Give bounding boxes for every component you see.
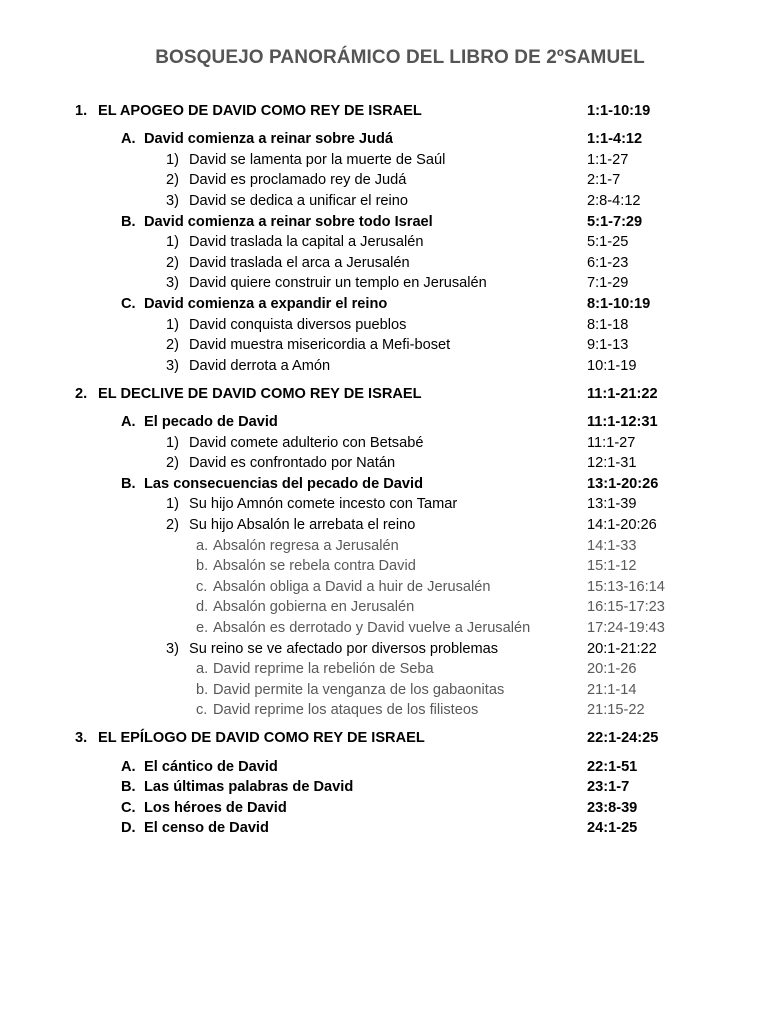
- outline-item: [0, 577, 768, 597]
- outline-marker: 1.: [75, 103, 88, 119]
- scripture-reference: 6:1-23: [587, 254, 629, 271]
- subsection-item: [0, 294, 768, 314]
- scripture-reference: 14:1-20:26: [587, 516, 657, 533]
- outline-text: David se lamenta por la muerte de Saúl: [189, 151, 446, 168]
- subsection-item: [0, 798, 768, 818]
- outline-text: David comienza a reinar sobre Judá: [144, 131, 393, 148]
- scripture-reference: 23:1-7: [587, 779, 630, 796]
- outline-item: [0, 680, 768, 700]
- outline-text: David es proclamado rey de Judá: [189, 172, 407, 189]
- scripture-reference: 13:1-39: [587, 496, 637, 513]
- outline-marker: 2): [166, 455, 179, 472]
- outline-marker: 1): [166, 496, 179, 513]
- subsection-item: [0, 212, 768, 232]
- scripture-reference: 8:1-18: [587, 316, 629, 333]
- outline-text: David quiere construir un templo en Jerusalén: [189, 275, 487, 292]
- outline-text: David comienza a expandir el reino: [144, 295, 388, 312]
- outline-marker: c.: [196, 702, 208, 719]
- outline-marker: 1): [166, 316, 179, 333]
- outline-text: David reprime la rebelión de Seba: [213, 661, 434, 678]
- outline-text: EL DECLIVE DE DAVID COMO REY DE ISRAEL: [98, 385, 422, 402]
- outline-text: David comienza a reinar sobre todo Israel: [144, 213, 433, 230]
- outline-item: [0, 170, 768, 190]
- outline-item: [0, 597, 768, 617]
- outline-item: [0, 315, 768, 335]
- scripture-reference: 2:1-7: [587, 172, 621, 189]
- scripture-reference: 7:1-29: [587, 275, 629, 292]
- subsection-item: [0, 474, 768, 494]
- outline-item: [0, 232, 768, 252]
- subsection-item: [0, 757, 768, 777]
- outline-marker: 2): [166, 337, 179, 354]
- outline-marker: a.: [196, 661, 209, 678]
- outline-marker: B.: [121, 213, 136, 230]
- outline-text: David derrota a Amón: [189, 357, 331, 374]
- outline-marker: c.: [196, 578, 208, 595]
- scripture-reference: 15:1-12: [587, 558, 637, 575]
- outline-text: David muestra misericordia a Mefi-boset: [189, 337, 451, 354]
- outline-marker: 3): [166, 640, 179, 657]
- outline-marker: A.: [121, 758, 136, 775]
- outline-marker: 3): [166, 275, 179, 292]
- scripture-reference: 5:1-25: [587, 234, 629, 251]
- scripture-reference: 13:1-20:26: [587, 475, 659, 492]
- scripture-reference: 20:1-26: [587, 661, 637, 678]
- outline-text: Absalón se rebela contra David: [213, 558, 416, 575]
- outline-text: Absalón es derrotado y David vuelve a Jerusalén: [213, 619, 531, 636]
- scripture-reference: 15:13-16:14: [587, 578, 665, 595]
- outline-text: David traslada la capital a Jerusalén: [189, 234, 424, 251]
- outline-text: Absalón regresa a Jerusalén: [213, 537, 399, 554]
- outline-marker: C.: [121, 799, 136, 816]
- outline-text: Su hijo Amnón comete incesto con Tamar: [189, 496, 458, 513]
- outline-item: [0, 335, 768, 355]
- section-heading: [0, 101, 768, 121]
- outline-item: [0, 453, 768, 473]
- document-title: BOSQUEJO PANORÁMICO DEL LIBRO DE 2ºSAMUEL: [155, 47, 645, 68]
- outline-text: Absalón obliga a David a huir de Jerusalén: [213, 578, 491, 595]
- outline-text: El cántico de David: [144, 758, 278, 775]
- outline-text: Las consecuencias del pecado de David: [144, 475, 424, 492]
- scripture-reference: 22:1-51: [587, 758, 638, 775]
- outline-text: EL APOGEO DE DAVID COMO REY DE ISRAEL: [98, 103, 422, 119]
- outline-text: David permite la venganza de los gabaonitas: [213, 681, 505, 698]
- outline-text: Absalón gobierna en Jerusalén: [213, 599, 415, 616]
- outline-marker: 1): [166, 151, 179, 168]
- outline-item: [0, 253, 768, 273]
- scripture-reference: 23:8-39: [587, 799, 638, 816]
- outline-marker: A.: [121, 131, 136, 148]
- outline-marker: A.: [121, 413, 136, 430]
- scripture-reference: 20:1-21:22: [587, 640, 657, 657]
- outline-marker: a.: [196, 537, 209, 554]
- outline-marker: D.: [121, 820, 136, 837]
- outline-item: [0, 191, 768, 211]
- scripture-reference: 5:1-7:29: [587, 213, 643, 230]
- scripture-reference: 8:1-10:19: [587, 295, 651, 312]
- outline-text: David se dedica a unificar el reino: [189, 192, 409, 209]
- outline-item: [0, 659, 768, 679]
- outline-text: El censo de David: [144, 820, 269, 837]
- outline-marker: 3): [166, 357, 179, 374]
- outline-text: David es confrontado por Natán: [189, 455, 396, 472]
- outline-text: David reprime los ataques de los filisteos: [213, 702, 479, 719]
- scripture-reference: 21:15-22: [587, 702, 645, 719]
- outline-text: David conquista diversos pueblos: [189, 316, 407, 333]
- scripture-reference: 9:1-13: [587, 337, 629, 354]
- scripture-reference: 16:15-17:23: [587, 599, 665, 616]
- outline-marker: 3): [166, 192, 179, 209]
- outline-text: El pecado de David: [144, 413, 278, 430]
- scripture-reference: 12:1-31: [587, 455, 637, 472]
- scripture-reference: 2:8-4:12: [587, 192, 641, 209]
- scripture-reference: 22:1-24:25: [587, 730, 659, 747]
- section-heading: [0, 384, 768, 404]
- outline-item: [0, 273, 768, 293]
- outline-item: [0, 618, 768, 638]
- scripture-reference: 1:1-10:19: [587, 103, 651, 119]
- subsection-item: [0, 818, 768, 838]
- outline-marker: 2.: [75, 385, 88, 402]
- scripture-reference: 21:1-14: [587, 681, 637, 698]
- outline-marker: 1): [166, 434, 179, 451]
- scripture-reference: 14:1-33: [587, 537, 637, 554]
- outline-text: Las últimas palabras de David: [144, 779, 354, 796]
- scripture-reference: 1:1-4:12: [587, 131, 643, 148]
- scripture-reference: 11:1-21:22: [587, 385, 658, 402]
- outline-marker: 2): [166, 254, 179, 271]
- scripture-reference: 11:1-27: [587, 434, 636, 451]
- outline-item: [0, 433, 768, 453]
- subsection-item: [0, 777, 768, 797]
- outline-item: [0, 515, 768, 535]
- scripture-reference: 10:1-19: [587, 357, 637, 374]
- outline-text: EL EPÍLOGO DE DAVID COMO REY DE ISRAEL: [98, 730, 425, 747]
- outline-item: [0, 150, 768, 170]
- outline-marker: 2): [166, 516, 179, 533]
- scripture-reference: 11:1-12:31: [587, 413, 658, 430]
- subsection-item: [0, 412, 768, 432]
- outline-item: [0, 556, 768, 576]
- outline-item: [0, 356, 768, 376]
- outline-marker: b.: [196, 558, 209, 575]
- outline-marker: C.: [121, 295, 136, 312]
- scripture-reference: 24:1-25: [587, 820, 638, 837]
- subsection-item: [0, 129, 768, 149]
- outline-marker: e.: [196, 619, 209, 636]
- outline-marker: 3.: [75, 730, 88, 747]
- outline-text: David traslada el arca a Jerusalén: [189, 254, 410, 271]
- outline-text: Su reino se ve afectado por diversos problemas: [189, 640, 499, 657]
- outline-item: [0, 700, 768, 720]
- outline-marker: 1): [166, 234, 179, 251]
- outline-marker: d.: [196, 599, 209, 616]
- outline-text: David comete adulterio con Betsabé: [189, 434, 424, 451]
- scripture-reference: 17:24-19:43: [587, 619, 665, 636]
- outline-marker: B.: [121, 779, 136, 796]
- section-heading: [0, 728, 768, 748]
- outline-marker: b.: [196, 681, 209, 698]
- outline-text: Su hijo Absalón le arrebata el reino: [189, 516, 416, 533]
- outline-item: [0, 494, 768, 514]
- outline-item: [0, 536, 768, 556]
- outline-text: Los héroes de David: [144, 799, 287, 816]
- scripture-reference: 1:1-27: [587, 151, 629, 168]
- outline-marker: 2): [166, 172, 179, 189]
- outline-item: [0, 639, 768, 659]
- outline-marker: B.: [121, 475, 136, 492]
